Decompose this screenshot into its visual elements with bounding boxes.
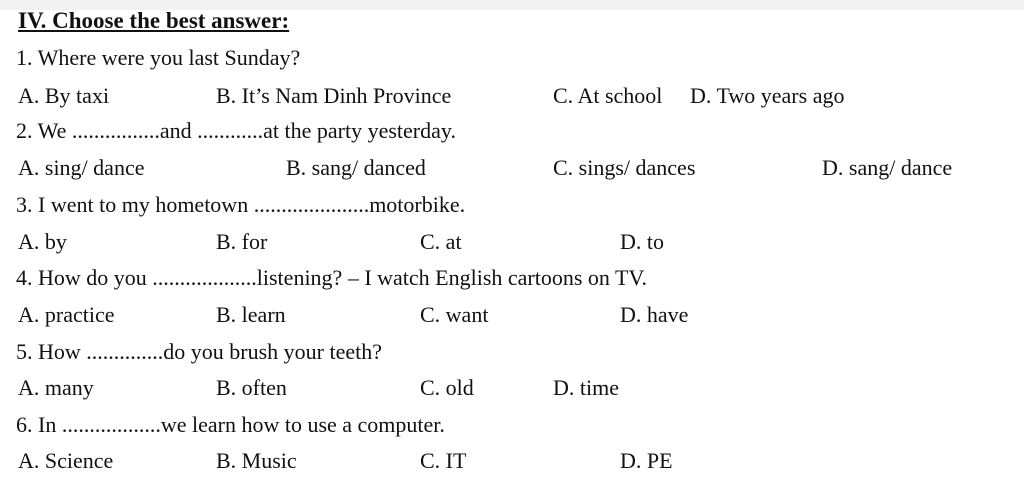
option-a[interactable]: A. many (18, 375, 94, 400)
question-4 (0, 262, 1024, 294)
option-b[interactable]: B. learn (216, 302, 286, 327)
question-1-stem: 1. Where were you last Sunday? (16, 45, 301, 70)
option-d[interactable]: D. have (620, 302, 689, 327)
option-c[interactable]: C. IT (420, 448, 467, 473)
question-1 (0, 42, 1024, 74)
option-d[interactable]: D. sang/ dance (822, 155, 953, 180)
question-5-stem: 5. How ..............do you brush your teeth? (16, 339, 383, 364)
option-c[interactable]: C. at (420, 229, 462, 254)
question-3 (0, 189, 1024, 221)
section-heading: IV. Choose the best answer: (18, 8, 290, 33)
option-b[interactable]: B. sang/ danced (286, 155, 426, 180)
question-1-options (0, 80, 1024, 112)
question-3-options (0, 226, 1024, 258)
question-2-stem: 2. We ................and ............at the party yesterday. (16, 118, 456, 143)
option-c[interactable]: C. sings/ dances (553, 155, 696, 180)
option-a[interactable]: A. by (18, 229, 67, 254)
option-b[interactable]: B. often (216, 375, 287, 400)
question-3-stem: 3. I went to my hometown .....................motorbike. (16, 192, 466, 217)
question-6-options (0, 445, 1024, 477)
option-a[interactable]: A. Science (18, 448, 114, 473)
question-4-stem: 4. How do you ...................listening? – I watch English cartoons on TV. (16, 265, 648, 290)
option-b[interactable]: B. Music (216, 448, 297, 473)
option-c[interactable]: C. want (420, 302, 489, 327)
question-6 (0, 409, 1024, 441)
question-2 (0, 115, 1024, 147)
option-c[interactable]: C. old (420, 375, 474, 400)
option-c[interactable]: C. At school (553, 83, 663, 108)
option-d[interactable]: D. to (620, 229, 664, 254)
question-6-stem: 6. In ..................we learn how to use a computer. (16, 412, 445, 437)
option-b[interactable]: B. for (216, 229, 268, 254)
option-a[interactable]: A. By taxi (18, 83, 110, 108)
question-5 (0, 336, 1024, 368)
option-a[interactable]: A. practice (18, 302, 115, 327)
option-d[interactable]: D. PE (620, 448, 673, 473)
option-d[interactable]: D. time (553, 375, 619, 400)
question-2-options (0, 152, 1024, 184)
option-a[interactable]: A. sing/ dance (18, 155, 145, 180)
question-5-options (0, 372, 1024, 404)
option-b[interactable]: B. It’s Nam Dinh Province (216, 83, 452, 108)
question-4-options (0, 299, 1024, 331)
option-d[interactable]: D. Two years ago (690, 83, 845, 108)
